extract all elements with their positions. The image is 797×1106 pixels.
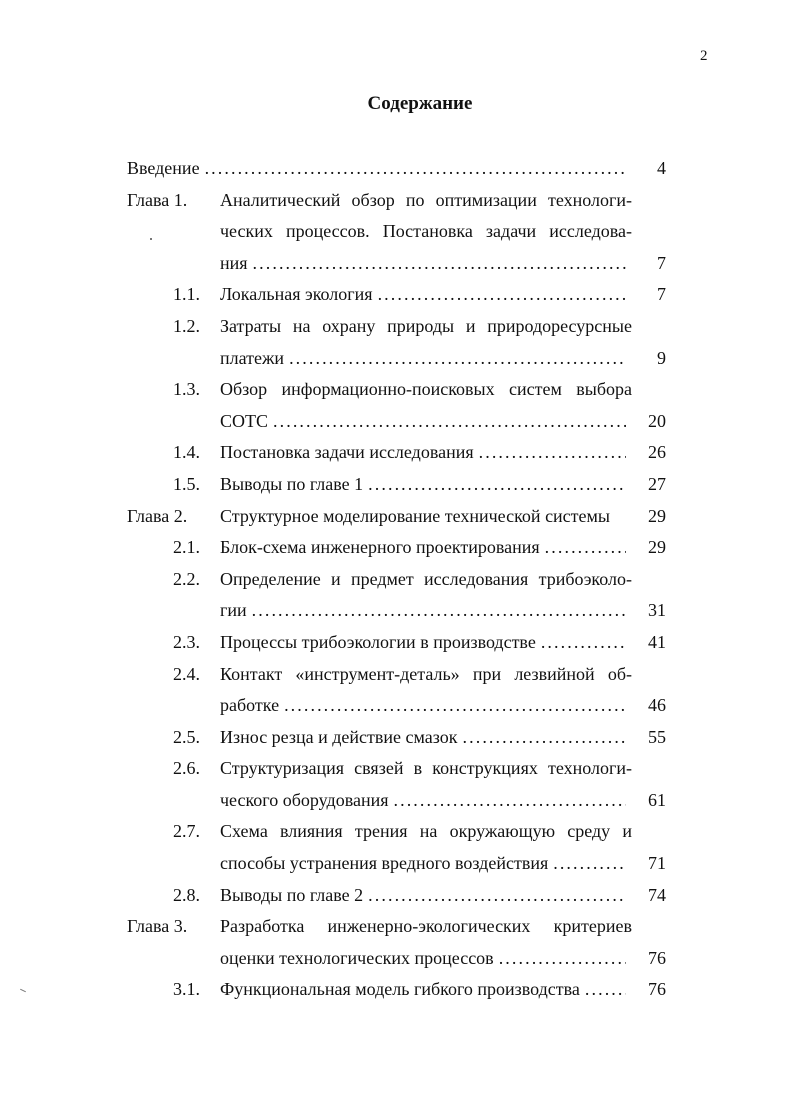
toc-line — [220, 974, 632, 1006]
toc-section[interactable] — [0, 627, 797, 659]
toc-line-text: гии — [220, 600, 247, 621]
toc-page-number: 9 — [657, 347, 666, 368]
toc-page-number: 71 — [648, 853, 666, 874]
toc-page-number: 29 — [648, 505, 666, 526]
dot-leader — [394, 785, 627, 817]
toc-title-text — [220, 880, 632, 912]
toc-line — [220, 943, 632, 975]
toc-number: 1.4. — [173, 442, 200, 463]
toc-line-text: Структурное моделирование технической системы — [220, 505, 611, 526]
toc-title-text — [220, 911, 632, 974]
toc-line: Разработка инженерно-экологических критериев — [220, 916, 632, 937]
toc-line-text: Блок-схема инженерного проектирования — [220, 537, 540, 558]
toc-line-text: оценки технологических процессов — [220, 947, 494, 968]
toc-number: 2.7. — [173, 821, 200, 842]
toc-title-text — [220, 279, 632, 311]
toc-number: 3.1. — [173, 979, 200, 1000]
toc-line — [220, 722, 632, 754]
toc-page-number: 41 — [648, 631, 666, 652]
toc-number: 2.8. — [173, 884, 200, 905]
toc-number: 2.2. — [173, 568, 200, 589]
toc-line — [220, 501, 632, 533]
toc-line — [220, 343, 632, 375]
toc-title: Содержание — [367, 93, 473, 114]
toc-title-text — [220, 974, 632, 1006]
dot-leader — [253, 248, 626, 280]
toc-line — [220, 595, 632, 627]
dot-leader — [545, 532, 626, 564]
dot-leader — [585, 974, 626, 1006]
toc-line — [220, 469, 632, 501]
toc-page-number: 7 — [657, 284, 666, 305]
toc-line — [220, 532, 632, 564]
toc-line-text: ческого оборудования — [220, 789, 389, 810]
toc-page-number: 31 — [648, 600, 666, 621]
dot-leader — [463, 722, 626, 754]
toc-line: ческих процессов. Постановка задачи исследова- — [220, 221, 632, 242]
toc-page-number: 76 — [648, 979, 666, 1000]
toc-page-number: 61 — [648, 789, 666, 810]
toc-section[interactable] — [0, 974, 797, 1006]
toc-number: 1.3. — [173, 379, 200, 400]
page-number: 2 — [700, 48, 708, 64]
toc-title-text — [220, 659, 632, 722]
dot-leader — [368, 469, 626, 501]
toc-line: Определение и предмет исследования трибоэколо- — [220, 568, 632, 589]
toc-number: 2.1. — [173, 537, 200, 558]
toc-number: 2.6. — [173, 758, 200, 779]
toc-section[interactable] — [0, 374, 797, 437]
toc-line — [220, 406, 632, 438]
dot-leader — [479, 437, 626, 469]
toc-title-text — [220, 753, 632, 816]
toc-section[interactable] — [0, 311, 797, 374]
dot-leader — [205, 153, 626, 185]
toc-line: Структуризация связей в конструкциях технологи- — [220, 758, 632, 779]
toc-page-number: 55 — [648, 726, 666, 747]
toc-section[interactable] — [0, 532, 797, 564]
toc-page-number: 29 — [648, 537, 666, 558]
toc-title-text — [220, 374, 632, 437]
toc-page-number: 4 — [657, 158, 666, 178]
toc-section[interactable] — [0, 437, 797, 469]
toc-number: 1.5. — [173, 473, 200, 494]
toc-section[interactable] — [0, 659, 797, 722]
toc-section[interactable] — [0, 816, 797, 879]
toc-page-number: 27 — [648, 473, 666, 494]
toc-line: Контакт «инструмент-деталь» при лезвийной об- — [220, 663, 632, 684]
toc-title-text — [220, 501, 632, 533]
toc-number: 2.3. — [173, 631, 200, 652]
toc-line — [220, 848, 632, 880]
toc-title-text — [220, 532, 632, 564]
toc-section[interactable] — [0, 469, 797, 501]
toc-intro[interactable] — [0, 153, 797, 185]
toc-line-text: Износ резца и действие смазок — [220, 726, 458, 747]
toc-title-text — [220, 437, 632, 469]
toc-line — [220, 690, 632, 722]
toc-line-text: Локальная экология — [220, 284, 373, 305]
toc-line: Затраты на охрану природы и природоресурсные — [220, 315, 632, 336]
toc-line-text: ния — [220, 252, 248, 273]
dot-leader — [252, 595, 626, 627]
dot-leader — [273, 406, 626, 438]
toc-title-text — [220, 627, 632, 659]
toc-line-text: Процессы трибоэкологии в производстве — [220, 631, 536, 652]
toc-title-text — [220, 564, 632, 627]
dot-leader — [378, 279, 626, 311]
toc-line-text: СОТС — [220, 410, 269, 431]
toc-page-number: 20 — [648, 410, 666, 431]
toc-title-text — [220, 311, 632, 374]
dot-leader — [553, 848, 626, 880]
toc-page-number: 7 — [657, 252, 666, 273]
toc-page-number: 76 — [648, 947, 666, 968]
toc-page-number: 74 — [648, 884, 666, 905]
toc-number: 2.5. — [173, 726, 200, 747]
toc-section[interactable] — [0, 722, 797, 754]
toc-line: Обзор информационно-поисковых систем выбора — [220, 379, 632, 400]
dot-leader — [541, 627, 626, 659]
toc-line — [220, 627, 632, 659]
toc-number: Глава 2. — [127, 505, 188, 526]
dot-leader — [289, 343, 626, 375]
toc-title-text — [127, 153, 632, 185]
toc-title-text — [220, 722, 632, 754]
toc-title-text — [220, 185, 632, 280]
toc-number: 1.1. — [173, 284, 200, 305]
toc-page-number: 26 — [648, 442, 666, 463]
toc-section[interactable] — [0, 753, 797, 816]
toc-number: 1.2. — [173, 315, 200, 336]
toc-section[interactable] — [0, 564, 797, 627]
toc-line — [220, 279, 632, 311]
toc-line — [220, 880, 632, 912]
toc-line — [220, 437, 632, 469]
toc-page-number: 46 — [648, 695, 666, 716]
toc-line-text: Выводы по главе 2 — [220, 884, 364, 905]
toc-number: Глава 3. — [127, 916, 188, 937]
toc-line-text: способы устранения вредного воздействия — [220, 853, 549, 874]
toc-number: 2.4. — [173, 663, 200, 684]
toc-line-text: Введение — [127, 158, 200, 178]
toc-title-text — [220, 816, 632, 879]
toc-number: Глава 1. — [127, 189, 188, 210]
toc-section[interactable] — [0, 279, 797, 311]
toc-line-text: Выводы по главе 1 — [220, 473, 364, 494]
toc-line — [220, 785, 632, 817]
toc-section[interactable] — [0, 880, 797, 912]
dot-leader — [368, 880, 626, 912]
toc-line — [220, 248, 632, 280]
toc-line: Схема влияния трения на окружающую среду и — [220, 821, 632, 842]
toc-line — [127, 153, 632, 185]
dot-leader — [284, 690, 626, 722]
table-of-contents — [0, 153, 797, 1006]
toc-line-text: работке — [220, 695, 280, 716]
dot-leader — [499, 943, 626, 975]
toc-chapter[interactable] — [0, 185, 797, 280]
toc-line: Аналитический обзор по оптимизации технологи- — [220, 189, 632, 210]
toc-line-text: Постановка задачи исследования — [220, 442, 474, 463]
toc-title-text — [220, 469, 632, 501]
toc-line-text: Функциональная модель гибкого производства — [220, 979, 580, 1000]
toc-chapter[interactable] — [0, 501, 797, 533]
toc-line-text: платежи — [220, 347, 285, 368]
toc-chapter[interactable] — [0, 911, 797, 974]
